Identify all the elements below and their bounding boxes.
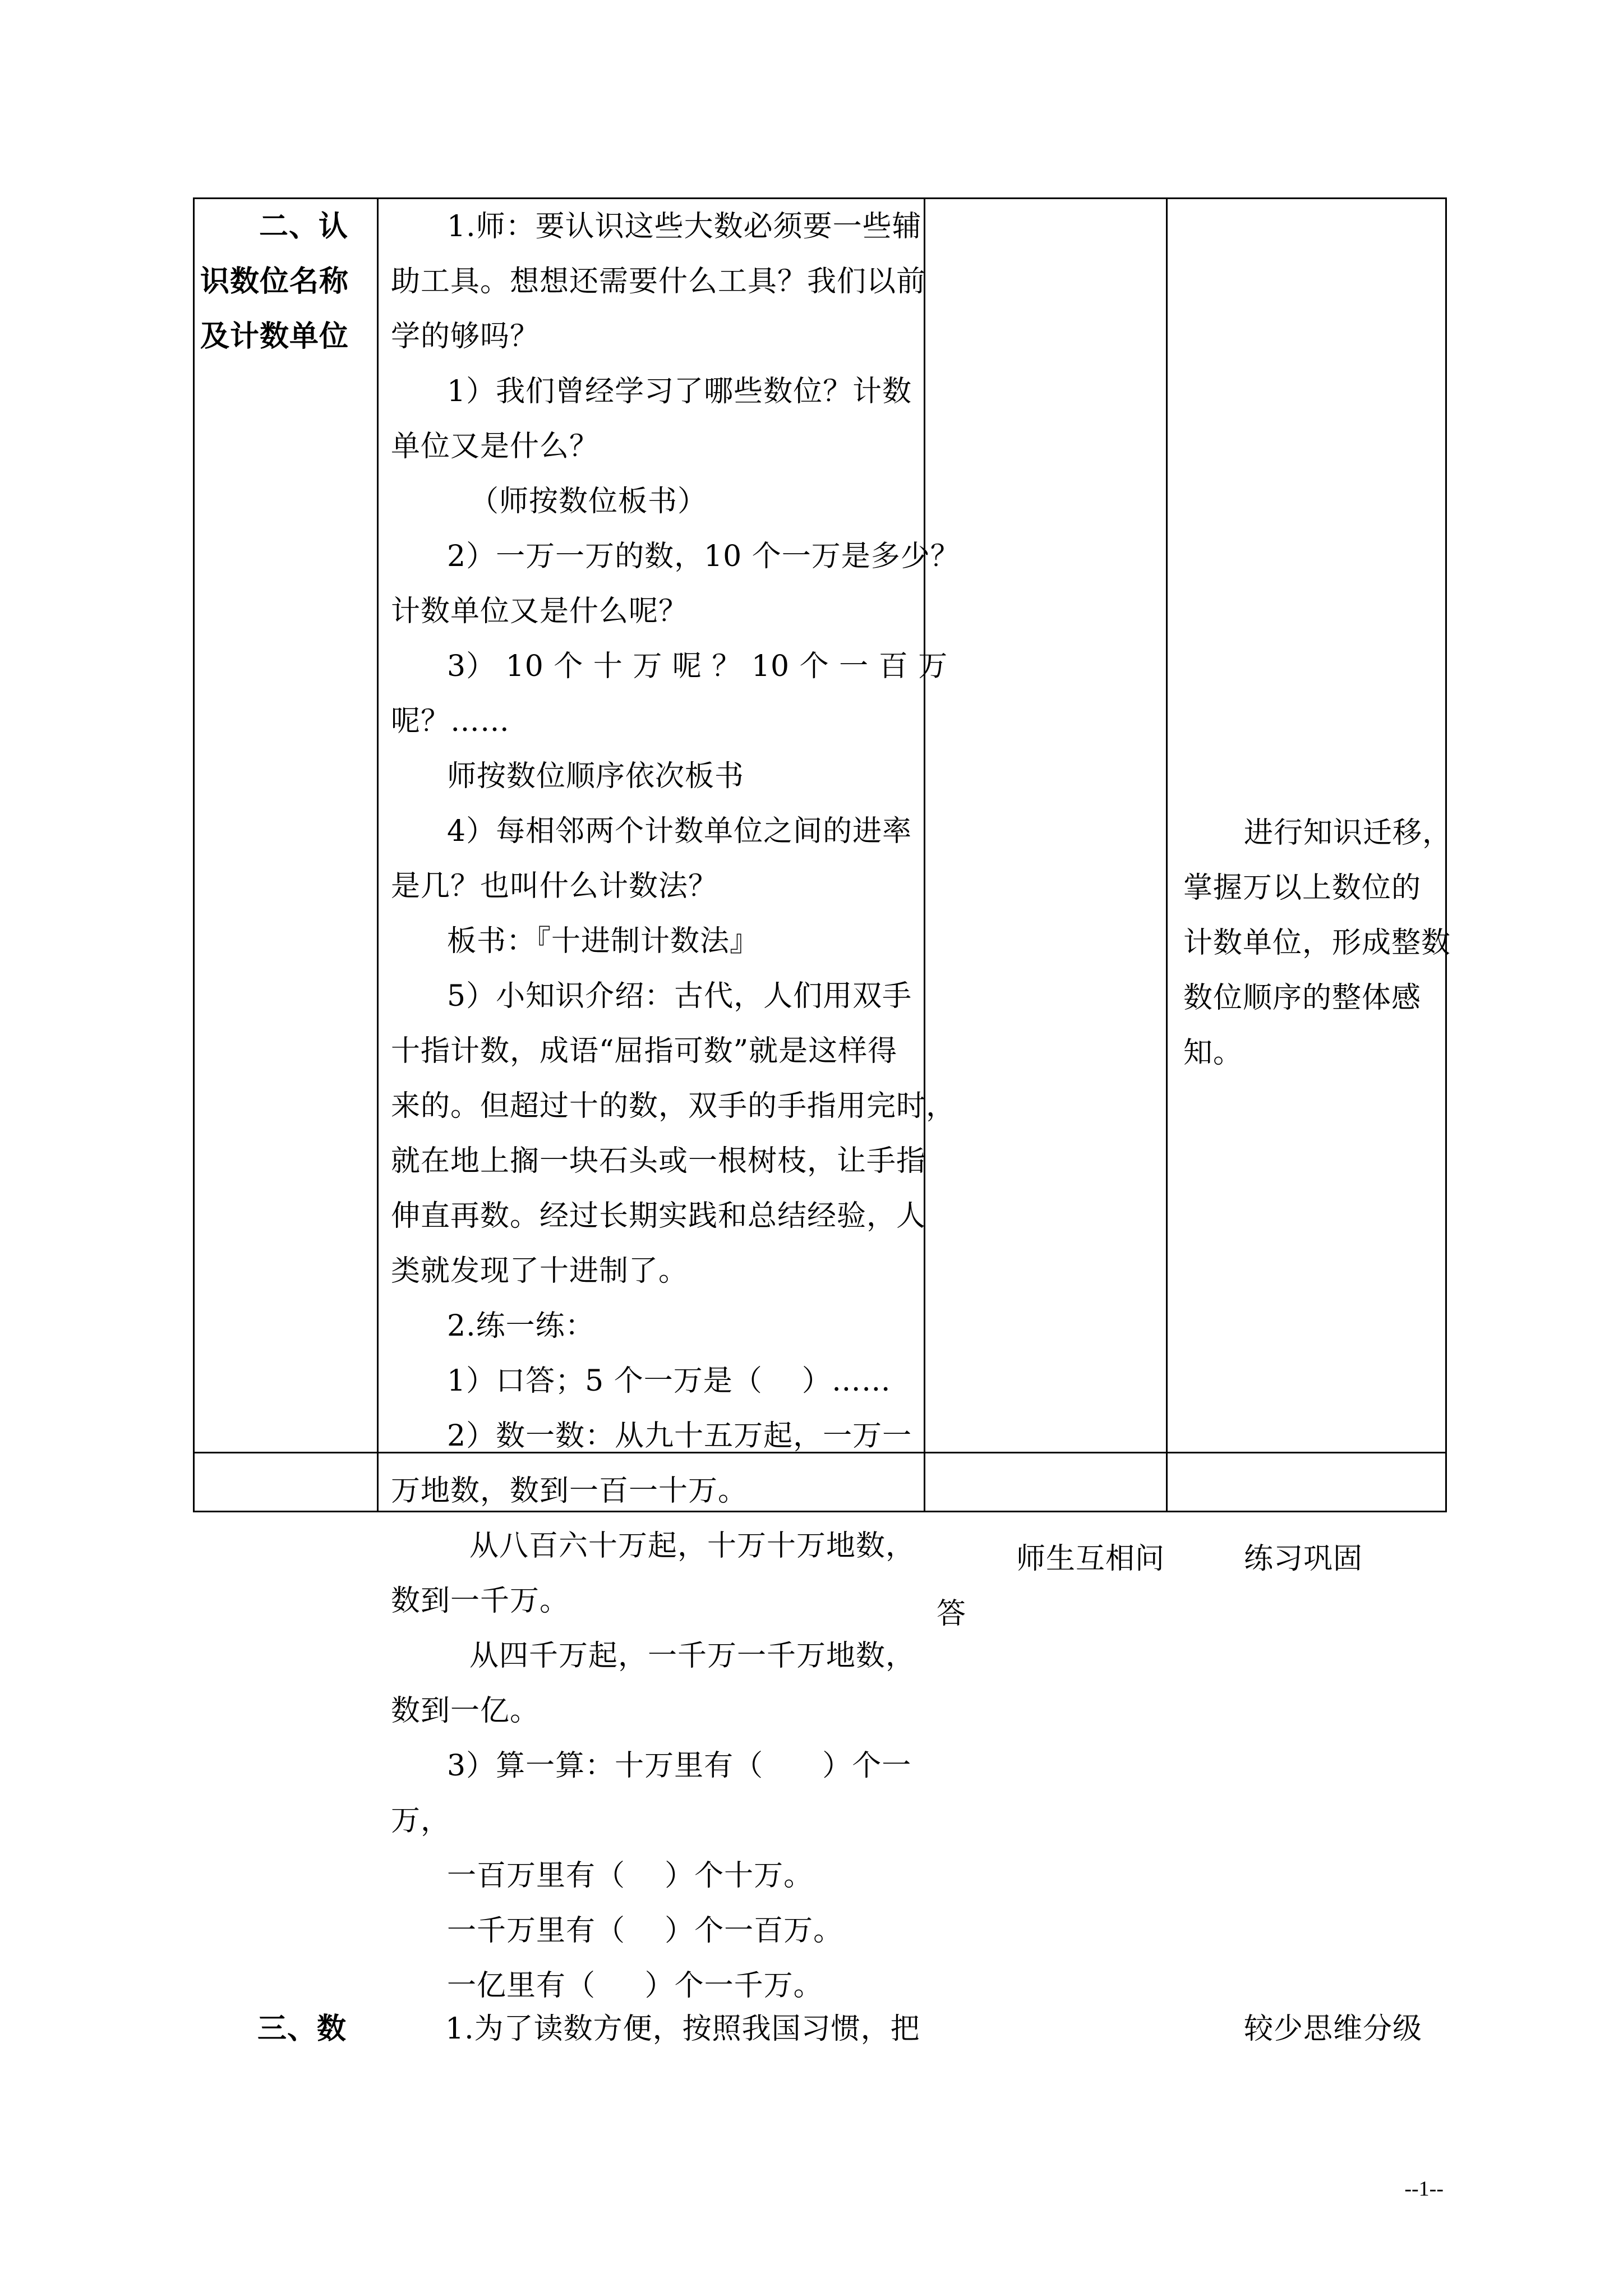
content-line: 一亿里有（ ）个一千万。 [447, 1969, 823, 2003]
content-line: 师按数位顺序依次板书 [447, 760, 745, 793]
column-divider [924, 199, 925, 1511]
content-line: 数到一千万。 [391, 1584, 570, 1618]
content-line: 2.练一练： [447, 1309, 595, 1343]
method-line: 答 [937, 1597, 967, 1631]
column-divider [377, 199, 379, 1511]
content-line: 来的。但超过十的数，双手的手指用完时， [391, 1089, 956, 1123]
section-title-line: 二、认 [259, 209, 349, 243]
intent-line: 练习巩固 [1244, 1542, 1363, 1576]
section-title-line: 识数位名称 [200, 264, 349, 298]
intent-line: 掌握万以上数位的 [1183, 871, 1422, 905]
content-line: 万， [391, 1804, 451, 1838]
content-line: 3）算一算：十万里有（ ）个一 [447, 1749, 912, 1783]
content-line: 学的够吗？ [391, 320, 540, 353]
content-line: （师按数位板书） [469, 485, 708, 518]
section-title-line: 及计数单位 [200, 319, 349, 353]
content-line: 1.师：要认识这些大数必须要一些辅 [447, 210, 922, 243]
content-line: 1）口答；5 个一万是（ ）…… [447, 1364, 891, 1398]
content-line: 计数单位又是什么呢？ [391, 595, 689, 628]
content-line: 从八百六十万起，十万十万地数， [469, 1529, 916, 1563]
content-line: 一千万里有（ ）个一百万。 [447, 1914, 843, 1948]
content-line: 数到一亿。 [391, 1694, 540, 1728]
intent-line: 较少思维分级 [1244, 2012, 1423, 2046]
content-line: 2）数一数：从九十五万起，一万一 [447, 1419, 912, 1453]
intent-line: 计数单位，形成整数 [1183, 926, 1451, 960]
content-line: 2）一万一万的数，10 个一万是多少？ [447, 540, 960, 573]
intent-line: 知。 [1183, 1036, 1243, 1070]
content-line: 1）我们曾经学习了哪些数位？计数 [447, 375, 912, 408]
content-line: 是几？也叫什么计数法？ [391, 869, 718, 903]
page-number: --1-- [1404, 2177, 1444, 2201]
content-line: 类就发现了十进制了。 [391, 1254, 689, 1288]
content-line: 万地数，数到一百一十万。 [391, 1474, 748, 1508]
content-line: 1.为了读数方便，按照我国习惯，把 [445, 2012, 920, 2046]
content-line: 板书：『十进制计数法』 [447, 924, 760, 958]
section-title-line: 三、数 [257, 2012, 347, 2046]
intent-line: 数位顺序的整体感 [1183, 981, 1422, 1015]
content-line: 一百万里有（ ）个十万。 [447, 1859, 814, 1893]
method-line: 师生互相问 [1016, 1542, 1165, 1576]
intent-line: 进行知识迁移， [1244, 816, 1453, 850]
content-line: 就在地上搁一块石头或一根树枝，让手指 [391, 1144, 926, 1178]
content-line: 单位又是什么？ [391, 430, 600, 463]
content-line: 助工具。想想还需要什么工具？我们以前 [391, 265, 926, 298]
content-line: 伸直再数。经过长期实践和总结经验，人 [391, 1199, 926, 1233]
content-line: 5）小知识介绍：古代，人们用双手 [447, 979, 912, 1013]
content-line: 3） 10 个 十 万 呢 ？ 10 个 一 百 万 [447, 650, 948, 683]
content-line: 4）每相邻两个计数单位之间的进率 [447, 815, 912, 848]
content-line: 呢？…… [391, 705, 510, 738]
content-line: 十指计数，成语“屈指可数”就是这样得 [391, 1034, 898, 1068]
content-line: 从四千万起，一千万一千万地数， [469, 1639, 916, 1673]
column-divider [1166, 199, 1168, 1511]
